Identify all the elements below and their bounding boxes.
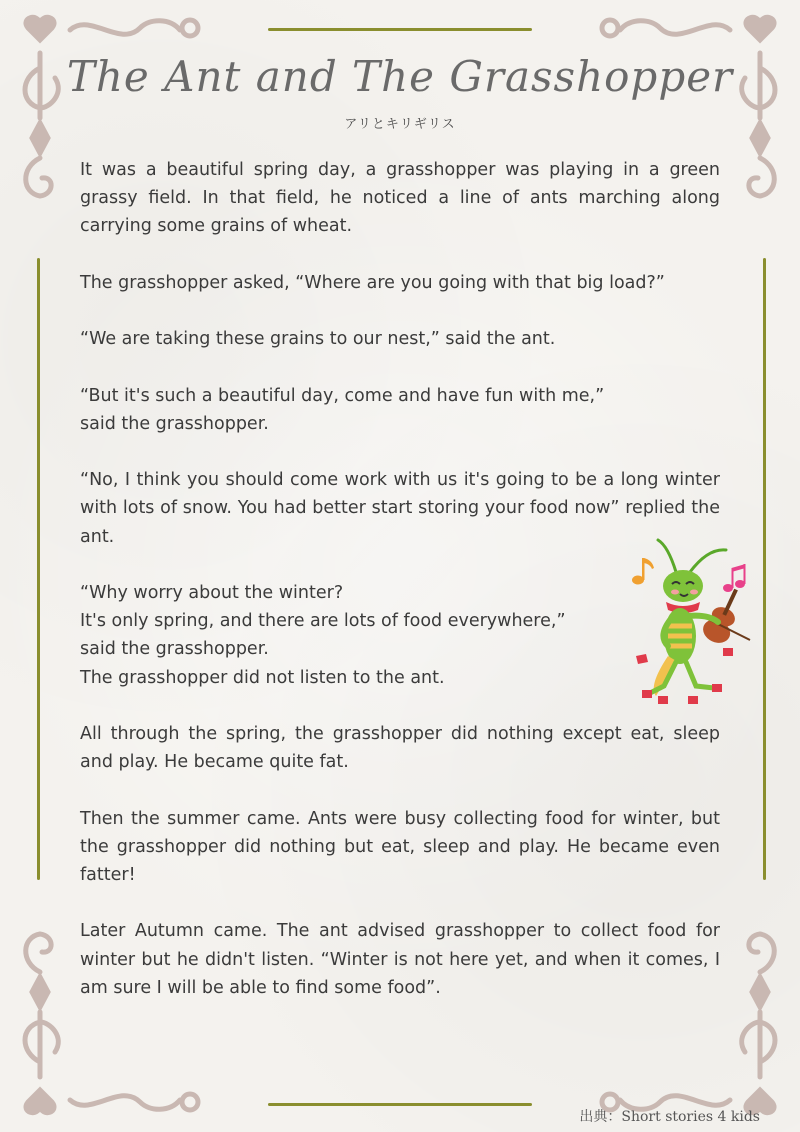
page-subtitle: アリとキリギリス bbox=[344, 117, 456, 132]
story-paragraph: “We are taking these grains to our nest,” said the ant. bbox=[80, 329, 556, 350]
story-paragraph: Then the summer came. Ants were busy collecting food for winter, but the grasshopper did nothing but eat, sleep and play. He became even fatter! bbox=[80, 808, 720, 885]
bottom-divider-line bbox=[268, 1103, 532, 1106]
top-divider-line bbox=[268, 28, 532, 31]
story-body bbox=[80, 156, 720, 1030]
story-paragraph: The grasshopper asked, “Where are you going with that big load?” bbox=[80, 272, 665, 293]
story-paragraph: Later Autumn came. The ant advised grasshopper to collect food for winter but he didn't listen. “Winter is not here yet, and when it comes, I am sure I will be able to find some food”. bbox=[80, 921, 720, 998]
story-paragraph: “But it's such a beautiful day, come and have fun with me,” said the grasshopper. bbox=[80, 385, 605, 434]
story-paragraph: It was a beautiful spring day, a grasshopper was playing in a green grassy field. In that field, he noticed a line of ants marching along carrying some grains of wheat. bbox=[80, 160, 720, 237]
grasshopper-violin-illustration bbox=[628, 536, 758, 711]
music-note-icon bbox=[723, 564, 746, 592]
page-title: The Ant and The Grasshopper bbox=[66, 52, 734, 101]
source-credit: 出典：Short stories 4 kids bbox=[579, 1109, 760, 1125]
left-border-line bbox=[37, 258, 40, 880]
story-paragraph: “Why worry about the winter? It's only spring, and there are lots of food everywhere,” said the grasshopper. The grasshopper did not listen to the ant. bbox=[80, 582, 566, 688]
music-note-icon bbox=[632, 558, 654, 585]
right-border-line bbox=[763, 258, 766, 880]
story-paragraph: All through the spring, the grasshopper did nothing except eat, sleep and play. He became quite fat. bbox=[80, 723, 720, 773]
story-paragraph: “No, I think you should come work with us it's going to be a long winter with lots of snow. You had better start storing your food now” replied the ant. bbox=[80, 470, 720, 547]
